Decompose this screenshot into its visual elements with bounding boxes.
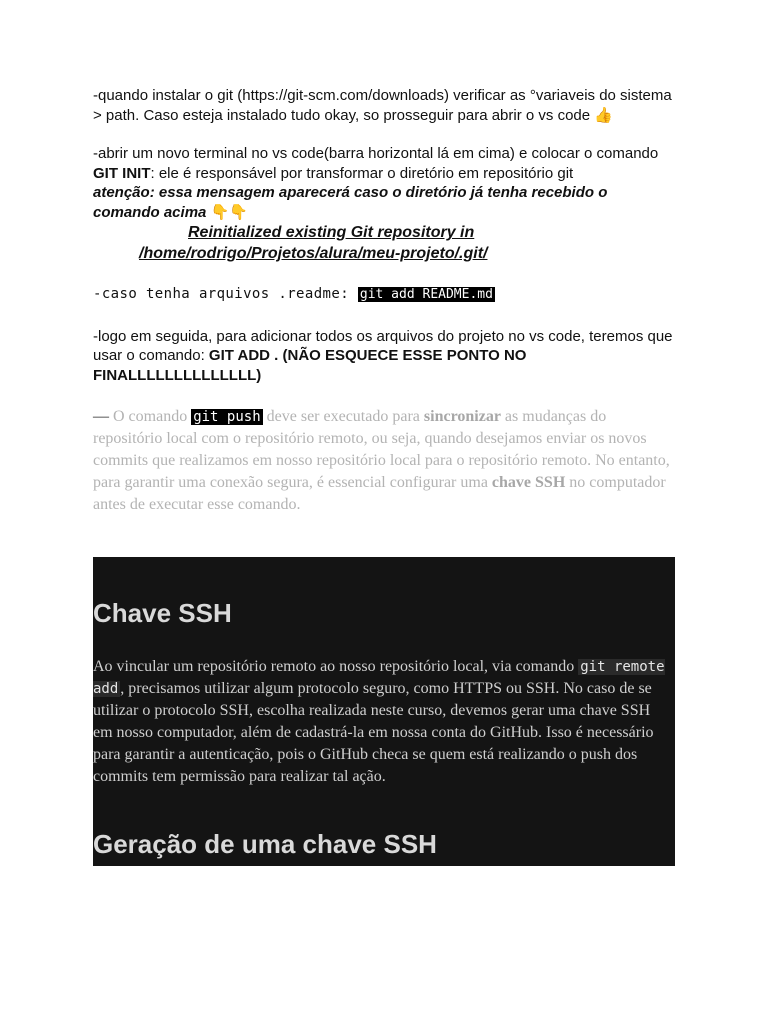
push-text-2: deve ser executado para [262, 408, 424, 425]
heading-chave-ssh: Chave SSH [93, 598, 232, 628]
warning-text: atenção: essa mensagem aparecerá caso o diretório já tenha recebido o comando acima [93, 184, 608, 221]
reinit-line1: Reinitialized existing Git repository in [188, 224, 475, 241]
paragraph-git-add [93, 327, 675, 386]
paragraph-git-install [93, 86, 675, 125]
ssh-text-1: Ao vincular um repositório remoto ao nosso repositório local, via comando [93, 658, 579, 675]
ssh-code: git remote add [93, 659, 665, 697]
reinit-line2: /home/rodrigo/Projetos/alura/meu-projeto/.git/ [139, 245, 488, 262]
git-init-label: GIT INIT [93, 164, 151, 182]
paragraph-readme [93, 284, 675, 305]
push-code: git push [193, 409, 261, 425]
em-dash: — [93, 408, 109, 425]
terminal-text: -abrir um novo terminal no vs code(barra horizontal lá em cima) e colocar o comando [93, 145, 659, 162]
reinit-message [93, 222, 675, 264]
paragraph-terminal [93, 144, 675, 164]
readme-prefix: -caso tenha arquivos .readme: [93, 286, 358, 302]
document-body [93, 86, 675, 516]
push-text-1: O comando [109, 408, 192, 425]
heading-geracao-ssh: Geração de uma chave SSH [93, 829, 437, 859]
paragraph-git-init [93, 164, 675, 184]
pointing-down-icon: 👇👇 [210, 202, 248, 221]
paragraph-git-push [93, 406, 675, 516]
push-bold-1: sincronizar [423, 408, 501, 425]
push-text-4: no computador antes de executar esse comando. [93, 474, 666, 513]
push-text-3: as mudanças do repositório local com o repositório remoto, ou seja, quando desejamos enviar os novos commits que realizamos em nosso repositório local para o repositório remoto. No entanto, para garantir uma conexão segura, é essencial configurar uma [93, 408, 670, 491]
ssh-paragraph [93, 656, 668, 788]
readme-code: git add README.md [359, 287, 493, 302]
paragraph-warning [93, 183, 675, 222]
ssh-section [93, 557, 675, 866]
git-init-desc: : ele é responsável por transformar o diretório em repositório git [150, 164, 574, 182]
git-install-text: -quando instalar o git (https://git-scm.com/downloads) verificar as °variaveis do sistema > path. Caso esteja instalado tudo okay, so prosseguir para abrir o vs code [93, 87, 672, 124]
thumbs-up-icon: 👍 [594, 105, 613, 124]
git-add-bold: GIT ADD . (NÃO ESQUECE ESSE PONTO NO FINALLLLLLLLLLLLLL) [93, 347, 527, 384]
push-bold-2: chave SSH [491, 474, 566, 491]
ssh-text-2: , precisamos utilizar algum protocolo seguro, como HTTPS ou SSH. No caso de se utilizar o protocolo SSH, escolha realizada neste curso, devemos gerar uma chave SSH em nosso computador, além de cadastrá-la em nossa conta do GitHub. Isso é necessário para garantir a autenticação, pois o GitHub checa se quem está realizando o push dos commits tem permissão para realizar tal ação. [93, 680, 654, 785]
git-add-text: -logo em seguida, para adicionar todos os arquivos do projeto no vs code, teremos que usar o comando: [93, 327, 673, 364]
